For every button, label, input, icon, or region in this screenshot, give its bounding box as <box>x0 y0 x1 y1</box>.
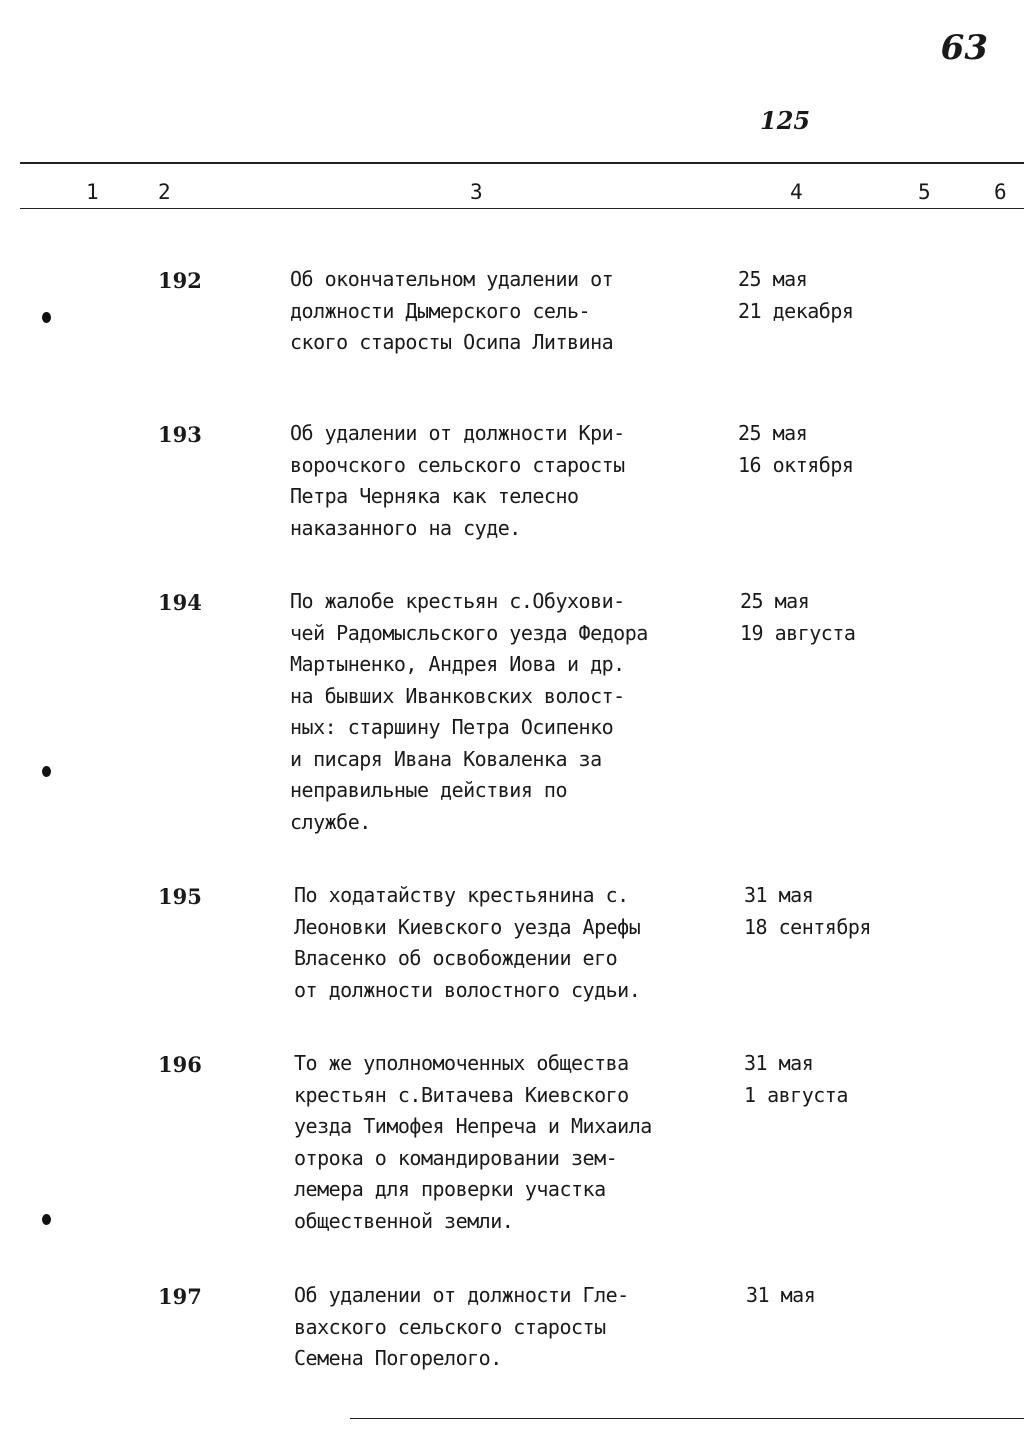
description-line: По ходатайству крестьянина с. <box>294 883 629 907</box>
date-line: 16 октября <box>738 452 854 477</box>
date-line: 21 декабря <box>738 298 854 323</box>
description-line: должности Дымерского сель- <box>290 298 591 323</box>
column-header-5: 5 <box>918 180 931 204</box>
date-line: 31 мая <box>744 883 814 907</box>
description-line: общественной земли. <box>294 1208 514 1233</box>
entry-description <box>290 586 648 838</box>
column-header-3: 3 <box>470 180 483 204</box>
date-line: 25 мая <box>738 267 808 291</box>
column-header-2: 2 <box>158 180 171 204</box>
description-line: Петра Черняка как телесно <box>290 484 579 508</box>
entry-number: 194 <box>158 590 202 615</box>
description-line: Семена Погорелого. <box>294 1346 502 1370</box>
entry-dates <box>744 1048 848 1111</box>
description-line: Леоновки Киевского уезда Арефы <box>294 914 641 939</box>
description-line: на бывших Иванковских волост- <box>290 683 625 708</box>
entry-description <box>290 264 613 359</box>
column-header-4: 4 <box>790 180 803 204</box>
description-line: Власенко об освобождении его <box>294 946 618 970</box>
entry-description <box>294 1048 652 1237</box>
entry-description <box>294 880 640 1006</box>
description-line: службе. <box>290 809 371 834</box>
entry-description <box>294 1280 629 1375</box>
date-line: 19 августа <box>740 620 856 645</box>
description-line: лемера для проверки участка <box>294 1177 606 1201</box>
description-line: То же уполномоченных общества <box>294 1051 629 1075</box>
binding-hole <box>42 312 51 323</box>
entry-number: 192 <box>158 268 202 293</box>
column-header-6: 6 <box>994 180 1007 204</box>
date-line: 31 мая <box>744 1051 814 1075</box>
header-bottom-rule <box>20 208 1024 209</box>
date-line: 1 августа <box>744 1082 848 1107</box>
entry-dates <box>738 264 853 327</box>
entry-dates <box>746 1280 815 1312</box>
entry-number: 193 <box>158 422 202 447</box>
page-number: 125 <box>760 106 811 135</box>
binding-hole <box>42 1214 51 1225</box>
date-line: 31 мая <box>746 1283 816 1307</box>
date-line: 25 мая <box>738 421 808 445</box>
entry-number: 196 <box>158 1052 202 1077</box>
description-line: Об удалении от должности Кри- <box>290 421 625 445</box>
date-line: 18 сентября <box>744 914 871 939</box>
description-line: наказанного на суде. <box>290 515 521 540</box>
date-line: 25 мая <box>740 589 810 613</box>
description-line: отрока о командировании зем- <box>294 1145 618 1170</box>
entry-number: 195 <box>158 884 202 909</box>
entry-dates <box>740 586 855 649</box>
description-line: от должности волостного судьи. <box>294 977 641 1002</box>
entry-description <box>290 418 625 544</box>
entry-number: 197 <box>158 1284 202 1309</box>
description-line: уезда Тимофея Непреча и Михаила <box>294 1114 652 1138</box>
description-line: неправильные действия по <box>290 778 567 802</box>
bottom-rule <box>350 1418 1024 1419</box>
table-top-rule <box>20 162 1024 164</box>
description-line: чей Радомысльского уезда Федора <box>290 620 648 645</box>
description-line: Мартыненко, Андрея Иова и др. <box>290 652 625 676</box>
description-line: ворочского сельского старосты <box>290 452 625 477</box>
description-line: Об окончательном удалении от <box>290 267 614 291</box>
binding-hole <box>42 766 51 777</box>
description-line: ского старосты Осипа Литвина <box>290 330 614 354</box>
folio-number: 63 <box>940 28 988 68</box>
description-line: Об удалении от должности Гле- <box>294 1283 629 1307</box>
description-line: ных: старшину Петра Осипенко <box>290 715 614 739</box>
description-line: По жалобе крестьян с.Обухови- <box>290 589 625 613</box>
description-line: и писаря Ивана Коваленка за <box>290 746 602 771</box>
description-line: крестьян с.Витачева Киевского <box>294 1082 629 1107</box>
description-line: ваxского сельского старосты <box>294 1314 606 1339</box>
entry-dates <box>744 880 871 943</box>
entry-dates <box>738 418 853 481</box>
column-header-1: 1 <box>86 180 99 204</box>
